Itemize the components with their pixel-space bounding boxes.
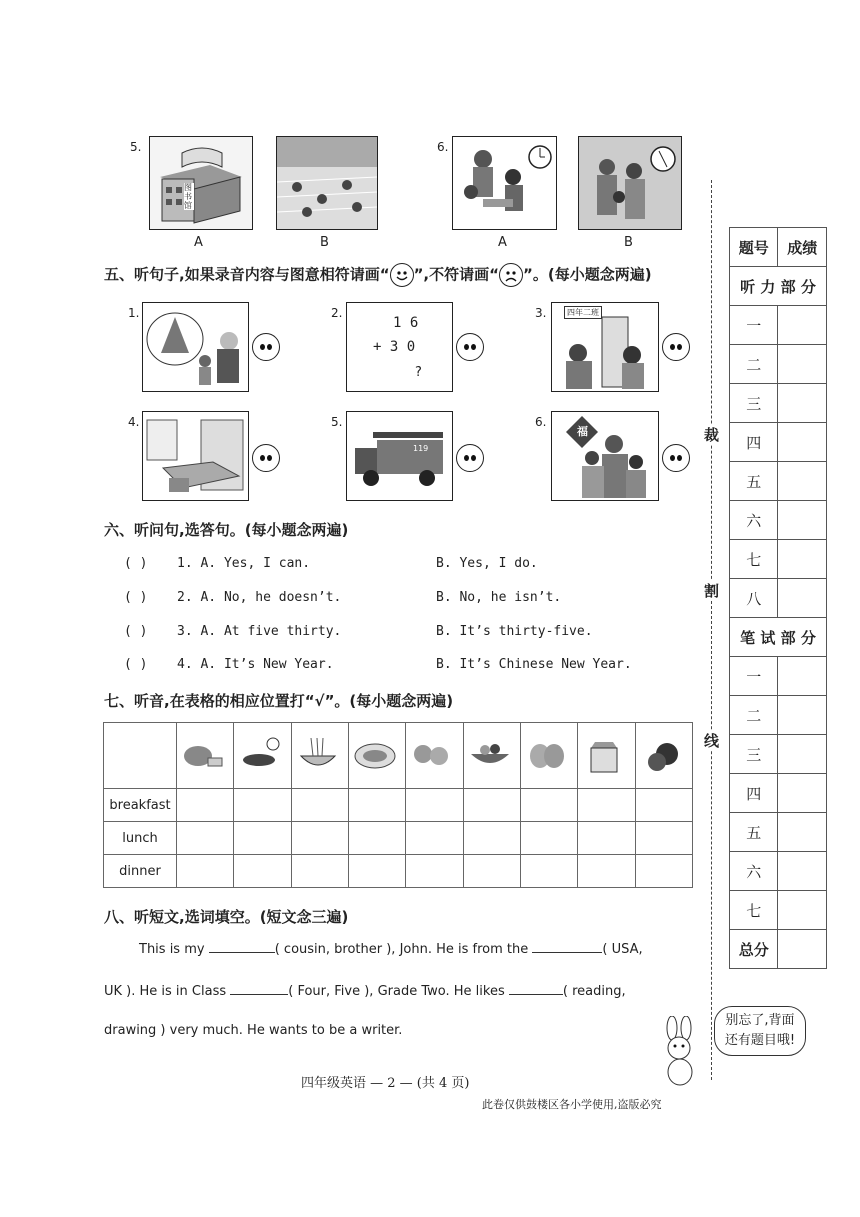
score-cell[interactable] <box>778 462 827 501</box>
cookies-icon <box>406 723 463 789</box>
check-cell[interactable] <box>578 789 635 822</box>
math-question: ? <box>415 365 422 380</box>
check-cell[interactable] <box>635 855 692 888</box>
milk-carton-icon <box>578 723 635 789</box>
library-sign: 图书馆 <box>184 183 192 210</box>
row-label: 三 <box>730 384 778 423</box>
score-cell[interactable] <box>778 735 827 774</box>
cut-label: 裁 <box>704 426 720 444</box>
check-cell[interactable] <box>234 855 291 888</box>
check-cell[interactable] <box>177 855 234 888</box>
speech-bubble <box>714 1006 806 1056</box>
score-table <box>729 227 827 969</box>
bread-icon <box>177 723 234 789</box>
total-score-cell[interactable] <box>778 930 827 969</box>
salad-icon <box>463 723 520 789</box>
christmas-picture <box>142 302 249 392</box>
header-number: 题号 <box>730 228 778 267</box>
score-cell[interactable] <box>778 657 827 696</box>
item-number: 5. <box>130 140 142 154</box>
answer-paren[interactable]: ( ) <box>124 657 148 672</box>
section-7-title: 七、听音,在表格的相应位置打“√”。(每小题念两遍) <box>104 692 454 710</box>
class-sign: 四年二班 <box>564 306 602 319</box>
check-cell[interactable] <box>520 855 577 888</box>
meal-label: dinner <box>104 855 177 888</box>
fu-character: 福 <box>577 425 588 438</box>
check-cell[interactable] <box>463 822 520 855</box>
header-score: 成绩 <box>778 228 827 267</box>
row-label: 五 <box>730 813 778 852</box>
row-label: 三 <box>730 735 778 774</box>
option-label: A <box>194 235 203 250</box>
bubble-line: 还有题目哦! <box>724 1033 796 1048</box>
score-cell[interactable] <box>778 423 827 462</box>
check-cell[interactable] <box>406 822 463 855</box>
answer-face-icon[interactable] <box>252 444 280 472</box>
truck-number: 119 <box>413 444 429 453</box>
answer-face-icon[interactable] <box>662 444 690 472</box>
row-label: 二 <box>730 345 778 384</box>
row-label: 七 <box>730 540 778 579</box>
check-cell[interactable] <box>463 789 520 822</box>
table-corner <box>104 723 177 789</box>
answer-face-icon[interactable] <box>456 333 484 361</box>
option-a: 4. A. It’s New Year. <box>177 657 334 672</box>
score-cell[interactable] <box>778 813 827 852</box>
option-b: B. Yes, I do. <box>436 556 538 571</box>
smile-face-icon <box>390 263 414 287</box>
bubble-line: 别忘了,背面 <box>725 1013 795 1028</box>
math-picture <box>346 302 453 392</box>
row-label: 七 <box>730 891 778 930</box>
item-number: 1. <box>128 306 140 320</box>
item-number: 3. <box>535 306 547 320</box>
check-cell[interactable] <box>520 822 577 855</box>
row-label: 四 <box>730 774 778 813</box>
check-cell[interactable] <box>406 789 463 822</box>
meal-label: breakfast <box>104 789 177 822</box>
score-cell[interactable] <box>778 345 827 384</box>
answer-face-icon[interactable] <box>252 333 280 361</box>
score-cell[interactable] <box>778 306 827 345</box>
fill-blank[interactable] <box>209 940 275 953</box>
answer-face-icon[interactable] <box>662 333 690 361</box>
fish-dish-icon <box>348 723 405 789</box>
page-footer: 四年级英语 — 2 — (共 4 页) <box>301 1076 470 1091</box>
cut-line <box>711 180 712 1080</box>
library-picture <box>149 136 253 230</box>
cut-label: 线 <box>704 732 720 750</box>
row-label: 一 <box>730 657 778 696</box>
fill-blank[interactable] <box>230 982 288 995</box>
option-b: B. It’s Chinese New Year. <box>436 657 632 672</box>
score-cell[interactable] <box>778 579 827 618</box>
section-5-title: 五、听句子,如果录音内容与图意相符请画“ ”,不符请画“ ”。(每小题念两遍) <box>104 263 652 287</box>
check-cell[interactable] <box>291 789 348 822</box>
fire-truck-picture <box>346 411 453 501</box>
check-cell[interactable] <box>463 855 520 888</box>
check-cell[interactable] <box>406 855 463 888</box>
running-race-picture <box>276 136 378 230</box>
noodles-icon <box>291 723 348 789</box>
row-label: 四 <box>730 423 778 462</box>
score-cell[interactable] <box>778 384 827 423</box>
row-label: 五 <box>730 462 778 501</box>
option-a: 1. A. Yes, I can. <box>177 556 311 571</box>
score-cell[interactable] <box>778 696 827 735</box>
item-number: 6. <box>535 415 547 429</box>
passage-line-1: This is my ( cousin, brother ), John. He is from the ( USA, <box>139 942 643 957</box>
listening-part: 听 力 部 分 <box>730 267 827 306</box>
written-part: 笔 试 部 分 <box>730 618 827 657</box>
option-b: B. It’s thirty-five. <box>436 624 593 639</box>
option-label: B <box>320 235 329 250</box>
sausage-egg-icon <box>234 723 291 789</box>
score-cell[interactable] <box>778 540 827 579</box>
new-year-family-picture <box>551 411 659 501</box>
eggs-icon <box>520 723 577 789</box>
row-label: 六 <box>730 852 778 891</box>
classroom-door-picture <box>551 302 659 392</box>
option-a: 3. A. At five thirty. <box>177 624 342 639</box>
copyright-note: 此卷仅供鼓楼区各小学使用,盗版必究 <box>482 1098 662 1111</box>
item-number: 4. <box>128 415 140 429</box>
option-b: B. No, he isn’t. <box>436 590 562 605</box>
score-cell[interactable] <box>778 774 827 813</box>
bedroom-picture <box>142 411 249 501</box>
section-8-title: 八、听短文,选词填空。(短文念三遍) <box>104 908 349 926</box>
cut-label: 割 <box>704 582 720 600</box>
answer-face-icon[interactable] <box>456 444 484 472</box>
item-number: 5. <box>331 415 343 429</box>
math-line: 1 6 <box>393 315 419 331</box>
score-cell[interactable] <box>778 501 827 540</box>
fill-blank[interactable] <box>532 940 602 953</box>
item-number: 6. <box>437 140 449 154</box>
check-cell[interactable] <box>578 822 635 855</box>
fill-blank[interactable] <box>509 982 563 995</box>
check-cell[interactable] <box>234 789 291 822</box>
answer-paren[interactable]: ( ) <box>124 590 148 605</box>
row-label: 六 <box>730 501 778 540</box>
family-clock-picture-b <box>578 136 682 230</box>
sad-face-icon <box>499 263 523 287</box>
family-clock-picture-a <box>452 136 557 230</box>
meal-label: lunch <box>104 822 177 855</box>
check-cell[interactable] <box>520 789 577 822</box>
answer-paren[interactable]: ( ) <box>124 556 148 571</box>
item-number: 2. <box>331 306 343 320</box>
check-cell[interactable] <box>578 855 635 888</box>
check-cell[interactable] <box>635 822 692 855</box>
check-cell[interactable] <box>234 822 291 855</box>
passage-line-3: drawing ) very much. He wants to be a writer. <box>104 1023 403 1038</box>
math-line: + 3 0 <box>373 339 416 355</box>
meal-table <box>103 722 693 888</box>
row-label: 一 <box>730 306 778 345</box>
passage-line-2: UK ). He is in Class ( Four, Five ), Grade Two. He likes ( reading, <box>104 984 626 999</box>
rabbit-mascot-icon <box>656 1016 704 1088</box>
check-cell[interactable] <box>177 789 234 822</box>
total-label: 总分 <box>730 930 778 969</box>
score-cell[interactable] <box>778 852 827 891</box>
option-a: 2. A. No, he doesn’t. <box>177 590 342 605</box>
check-cell[interactable] <box>348 789 405 822</box>
row-label: 二 <box>730 696 778 735</box>
check-cell[interactable] <box>177 822 234 855</box>
answer-paren[interactable]: ( ) <box>124 624 148 639</box>
tomato-icon <box>635 723 692 789</box>
section-6-title: 六、听问句,选答句。(每小题念两遍) <box>104 521 349 539</box>
check-cell[interactable] <box>635 789 692 822</box>
check-cell[interactable] <box>291 822 348 855</box>
row-label: 八 <box>730 579 778 618</box>
option-label: A <box>498 235 507 250</box>
check-cell[interactable] <box>291 855 348 888</box>
check-cell[interactable] <box>348 822 405 855</box>
score-cell[interactable] <box>778 891 827 930</box>
option-label: B <box>624 235 633 250</box>
check-cell[interactable] <box>348 855 405 888</box>
